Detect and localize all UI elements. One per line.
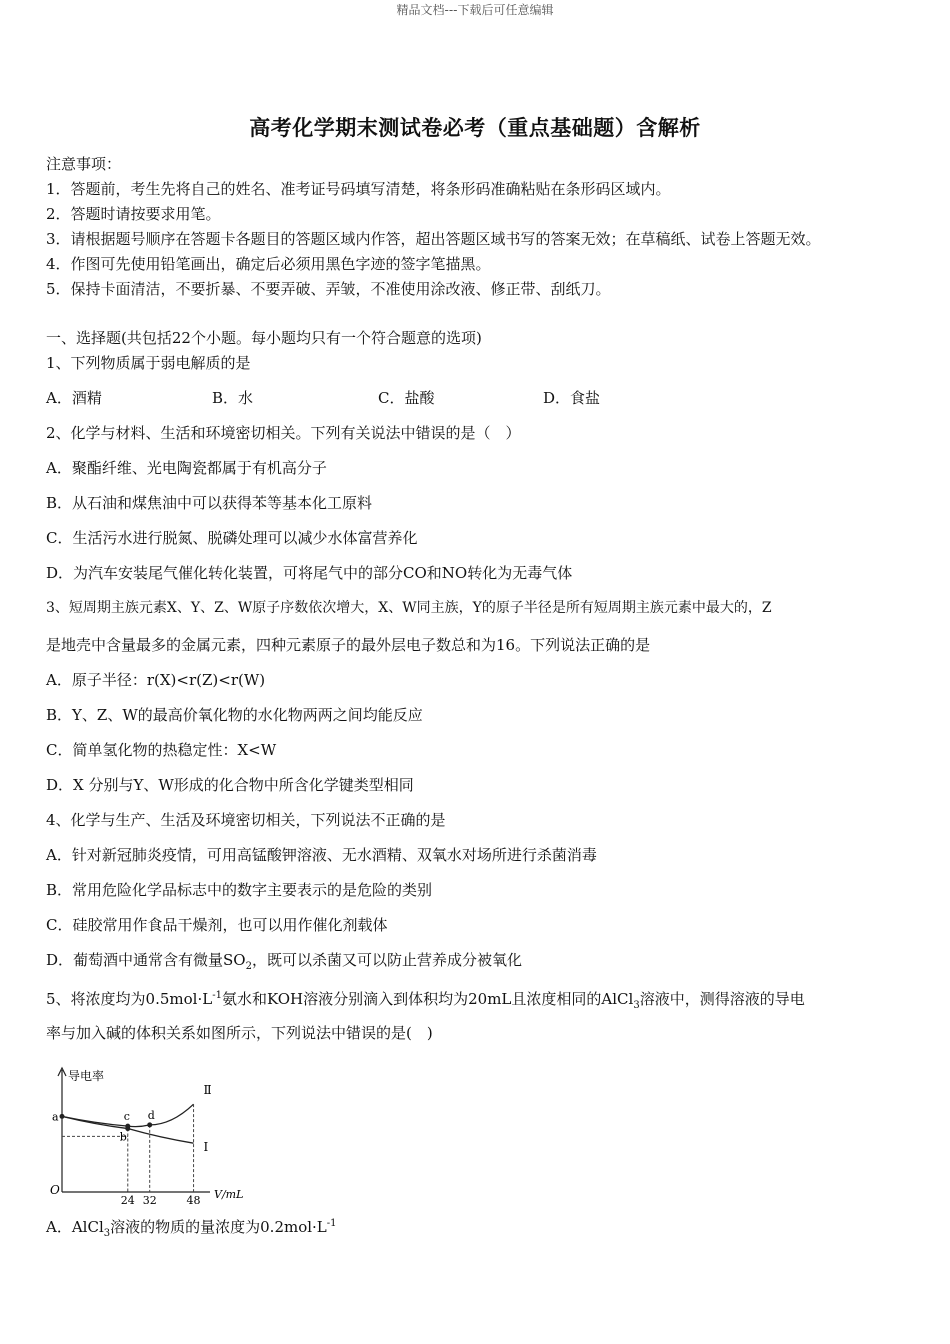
conductivity-chart bbox=[40, 1060, 260, 1205]
q3-option-d: D．X 分别与Y、W形成的化合物中所含化学键类型相同 bbox=[46, 776, 414, 794]
q5-option-a-text-2: 溶液的物质的量浓度为0.2mol·L bbox=[110, 1218, 327, 1236]
q5-sup-1: -1 bbox=[212, 990, 222, 1001]
q2-option-a: A．聚酯纤维、光电陶瓷都属于有机高分子 bbox=[46, 459, 327, 477]
point-d bbox=[147, 1122, 152, 1127]
q5-text-3: 溶液中，测得溶液的导电 bbox=[639, 990, 805, 1008]
q2-option-d: D．为汽车安装尾气催化转化装置，可将尾气中的部分CO和NO转化为无毒气体 bbox=[46, 564, 573, 582]
x-tick-32: 32 bbox=[142, 1194, 157, 1205]
q5-sub-1: 3 bbox=[633, 1000, 640, 1011]
q4-option-d-text-2: ，既可以杀菌又可以防止营养成分被氧化 bbox=[251, 951, 522, 969]
notice-item-3: 3．请根据题号顺序在答题卡各题目的答题区域内作答，超出答题区域书写的答案无效；在草稿纸、试卷上答题无效。 bbox=[46, 230, 821, 248]
series-2-label: Ⅱ bbox=[203, 1083, 212, 1098]
q5-stem-line1 bbox=[46, 986, 805, 1016]
exam-title: 高考化学期末测试卷必考（重点基础题）含解析 bbox=[249, 116, 701, 140]
q4-option-c: C．硅胶常用作食品干燥剂，也可以用作催化剂载体 bbox=[46, 916, 388, 934]
notice-item-1: 1．答题前，考生先将自己的姓名、准考证号码填写清楚，将条形码准确粘贴在条形码区域内。 bbox=[46, 180, 671, 198]
q4-option-d-sub: 2 bbox=[245, 961, 252, 972]
q5-option-a-sub: 3 bbox=[103, 1228, 111, 1239]
q4-option-b: B．常用危险化学品标志中的数字主要表示的是危险的类别 bbox=[46, 881, 433, 899]
q5-option-a-text-1: A．AlCl bbox=[46, 1218, 104, 1236]
q3-option-a: A．原子半径：r(X)<r(Z)<r(W) bbox=[46, 671, 266, 689]
x-axis-label: V/mL bbox=[214, 1188, 244, 1201]
notice-item-2: 2．答题时请按要求用笔。 bbox=[46, 205, 221, 223]
q4-option-d bbox=[46, 950, 522, 977]
point-label-c: c bbox=[123, 1110, 130, 1124]
point-c bbox=[125, 1124, 130, 1129]
point-label-b: b bbox=[119, 1130, 127, 1144]
q2-option-b: B．从石油和煤焦油中可以获得苯等基本化工原料 bbox=[46, 494, 373, 512]
q5-option-a-sup: -1 bbox=[326, 1218, 337, 1229]
q3-option-c: C．简单氢化物的热稳定性：X<W bbox=[46, 741, 277, 759]
q5-option-a bbox=[46, 1214, 337, 1244]
q1-option-c: C．盐酸 bbox=[378, 389, 435, 407]
q4-option-d-text-1: D．葡萄酒中通常含有微量SO bbox=[46, 951, 246, 969]
q4-stem: 4、化学与生产、生活及环境密切相关，下列说法不正确的是 bbox=[46, 811, 446, 829]
q4-option-a: A．针对新冠肺炎疫情，可用高锰酸钾溶液、无水酒精、双氧水对场所进行杀菌消毒 bbox=[46, 846, 597, 864]
q3-stem-line2: 是地壳中含量最多的金属元素，四种元素原子的最外层电子数总和为16。下列说法正确的是 bbox=[46, 636, 651, 654]
series-1-label: Ⅰ bbox=[203, 1140, 209, 1155]
q2-option-c: C．生活污水进行脱氮、脱磷处理可以减少水体富营养化 bbox=[46, 529, 418, 547]
q5-text-2: 氨水和KOH溶液分别滴入到体积均为20mL且浓度相同的AlCl bbox=[221, 990, 634, 1008]
point-label-a: a bbox=[52, 1110, 59, 1124]
x-tick-24: 24 bbox=[120, 1194, 135, 1205]
q1-option-b: B．水 bbox=[212, 389, 254, 407]
notice-item-5: 5．保持卡面清洁，不要折暴、不要弄破、弄皱，不准使用涂改液、修正带、刮纸刀。 bbox=[46, 280, 611, 298]
q1-option-d: D．食盐 bbox=[543, 389, 601, 407]
x-tick-48: 48 bbox=[186, 1194, 201, 1205]
point-label-d: d bbox=[147, 1108, 155, 1122]
q5-text-1: 5、将浓度均为0.5mol·L bbox=[46, 990, 213, 1008]
notice-item-4: 4．作图可先使用铅笔画出，确定后必须用黑色字迹的签字笔描黑。 bbox=[46, 255, 491, 273]
y-axis-label: 导电率 bbox=[68, 1069, 105, 1083]
q1-stem: 1、下列物质属于弱电解质的是 bbox=[46, 354, 251, 372]
point-a bbox=[60, 1114, 65, 1119]
q3-option-b: B．Y、Z、W的最高价氧化物的水化物两两之间均能反应 bbox=[46, 706, 423, 724]
origin-label: O bbox=[50, 1183, 60, 1197]
q3-stem-line1: 3、短周期主族元素X、Y、Z、W原子序数依次增大，X、W同主族，Y的原子半径是所有短周期主族元素中最大的，Z bbox=[46, 600, 772, 616]
q5-stem-line2: 率与加入碱的体积关系如图所示，下列说法中错误的是( ) bbox=[46, 1024, 433, 1042]
section-heading: 一、选择题(共包括22个小题。每小题均只有一个符合题意的选项) bbox=[46, 329, 482, 347]
notice-heading: 注意事项： bbox=[46, 155, 122, 173]
q1-option-a: A．酒精 bbox=[46, 389, 102, 407]
page-header: 精品文档---下载后可任意编辑 bbox=[396, 3, 554, 17]
q2-stem: 2、化学与材料、生活和环境密切相关。下列有关说法中错误的是（ ） bbox=[46, 424, 521, 442]
